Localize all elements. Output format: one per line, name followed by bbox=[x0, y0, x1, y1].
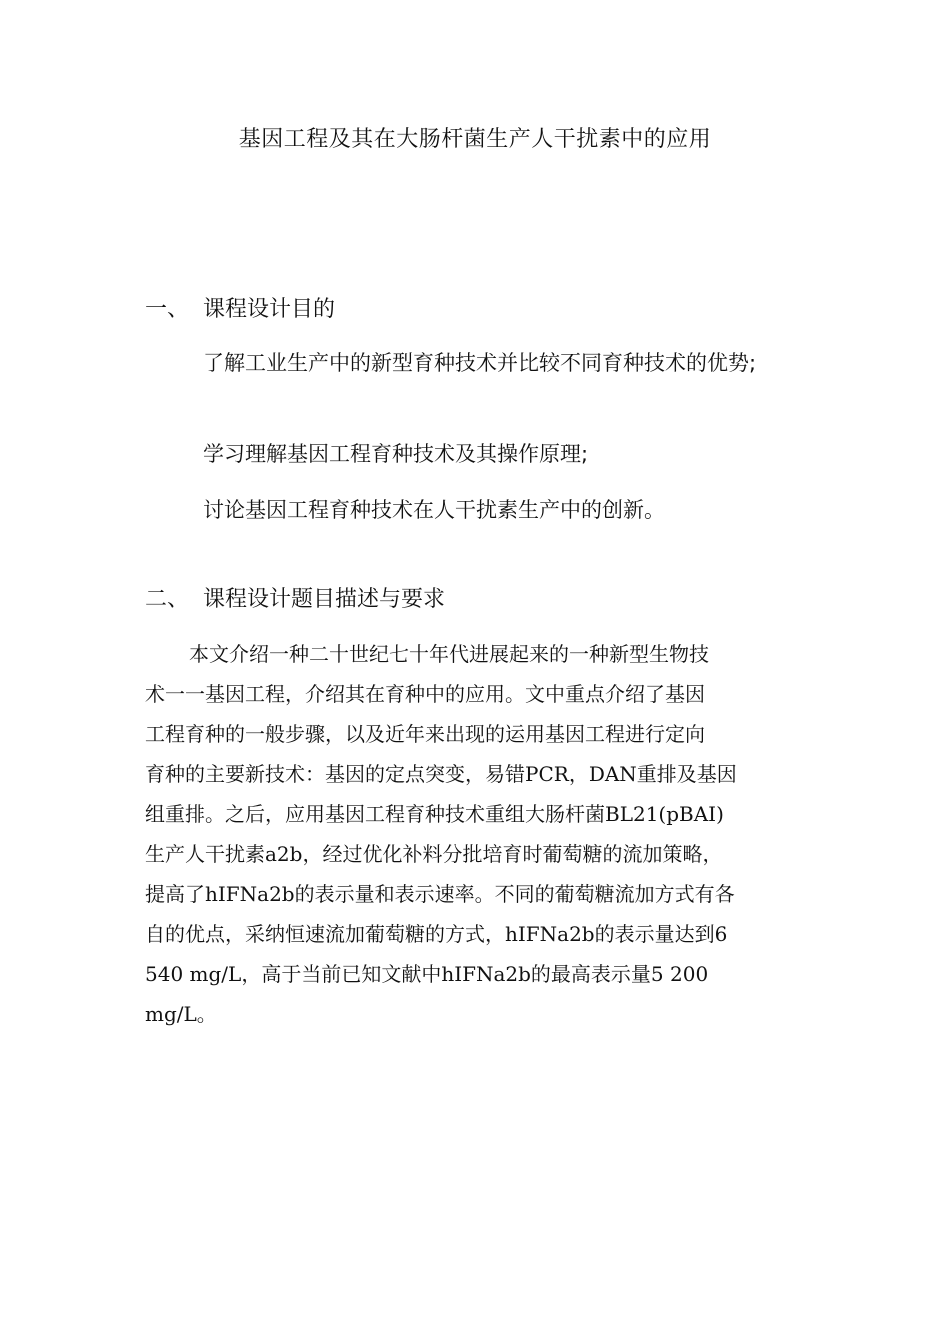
description-paragraph bbox=[145, 634, 807, 1034]
paragraph-line: 生产人干扰素a2b，经过优化补料分批培育时葡萄糖的流加策略， bbox=[145, 842, 723, 866]
paragraph-line: 本文介绍一种二十世纪七十年代进展起来的一种新型生物技 bbox=[189, 642, 709, 666]
section-heading-2 bbox=[145, 582, 445, 613]
paragraph-line: mg/L。 bbox=[145, 1002, 217, 1026]
paragraph-line: 提高了hIFNa2b的表示量和表示速率。不同的葡萄糖流加方式有各 bbox=[145, 882, 735, 906]
section-title: 课程设计目的 bbox=[203, 297, 336, 322]
paragraph-line: 育种的主要新技术：基因的定点突变，易错PCR，DAN重排及基因 bbox=[145, 762, 737, 786]
goal-item: 了解工业生产中的新型育种技术并比较不同育种技术的优势; bbox=[203, 351, 757, 375]
section-heading-1 bbox=[145, 292, 335, 323]
paragraph-line: 540 mg/L，高于当前已知文献中hIFNa2b的最高表示量5 200 bbox=[145, 962, 709, 986]
section-title: 课程设计题目描述与要求 bbox=[203, 587, 446, 612]
paragraph-line: 组重排。之后，应用基因工程育种技术重组大肠杆菌BL21(pBAI) bbox=[145, 802, 724, 826]
paragraph-line: 自的优点，采纳恒速流加葡萄糖的方式，hIFNa2b的表示量达到6 bbox=[145, 922, 728, 946]
paragraph-line: 术一一基因工程，介绍其在育种中的应用。文中重点介绍了基因 bbox=[145, 682, 705, 706]
paragraph-line: 工程育种的一般步骤，以及近年来出现的运用基因工程进行定向 bbox=[145, 722, 705, 746]
document-title: 基因工程及其在大肠杆菌生产人干扰素中的应用 bbox=[238, 127, 712, 152]
goal-item: 讨论基因工程育种技术在人干扰素生产中的创新。 bbox=[203, 498, 665, 522]
section-number: 一、 bbox=[145, 297, 190, 322]
section-number: 二、 bbox=[145, 587, 190, 612]
goal-item: 学习理解基因工程育种技术及其操作原理; bbox=[203, 442, 589, 466]
